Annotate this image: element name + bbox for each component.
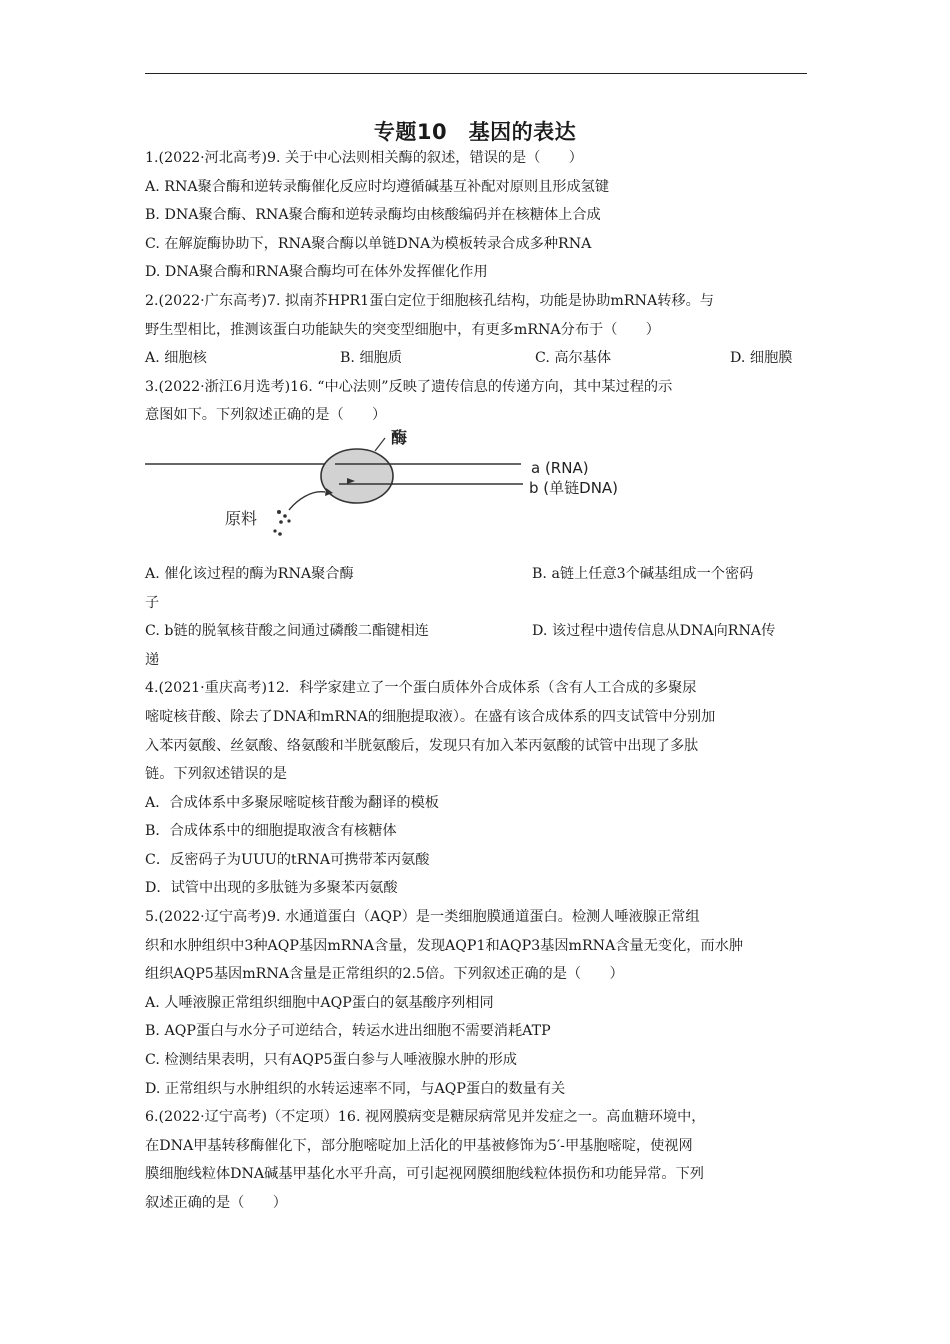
option-b: B. a链上任意3个碱基组成一个密码 (532, 565, 754, 582)
material-dot (279, 520, 283, 524)
enzyme-pointer (375, 438, 385, 451)
question-1 (145, 144, 810, 287)
question-stem-line-1: 3.(2022·浙江6月选考)16. “中心法则”反映了遗传信息的传递方向，其中某过程的示 (145, 378, 673, 395)
option-d: D．试管中出现的多肽链为多聚苯丙氨酸 (145, 880, 398, 897)
material-dot (273, 529, 276, 532)
option-c: C. b链的脱氧核苷酸之间通过磷酸二酯键相连 (145, 623, 429, 640)
option-b: B．合成体系中的细胞提取液含有核糖体 (145, 823, 397, 840)
question-stem-line-2: 织和水肿组织中3种AQP基因mRNA含量，发现AQP1和AQP3基因mRNA含量无变化，而水肿 (145, 937, 744, 954)
material-dot (283, 514, 287, 518)
option-b: B. 细胞质 (340, 350, 403, 367)
option-c: C. 高尔基体 (535, 350, 612, 367)
option-a: A. 人唾液腺正常组织细胞中AQP蛋白的氨基酸序列相同 (145, 994, 494, 1011)
page-title: 专题10 基因的表达 (373, 120, 577, 144)
material-dot (278, 532, 282, 536)
question-stem-line-3: 组织AQP5基因mRNA含量是正常组织的2.5倍。下列叙述正确的是（ ） (145, 966, 624, 983)
options-row-1 (145, 560, 810, 589)
option-b-continued: 子 (145, 594, 160, 611)
option-c: C. 在解旋酶协助下，RNA聚合酶以单链DNA为模板转录合成多种RNA (145, 235, 592, 252)
option-a: A. 细胞核 (145, 350, 207, 367)
question-3 (145, 373, 810, 675)
question-stem-line-1: 2.(2022·广东高考)7. 拟南芥HPR1蛋白定位于细胞核孔结构，功能是协助mRNA转移。与 (145, 292, 714, 309)
question-5 (145, 903, 810, 1103)
diagram-svg (141, 430, 811, 560)
question-stem-line-4: 链。下列叙述错误的是 (145, 766, 287, 783)
question-stem-line-2: 意图如下。下列叙述正确的是（ ） (145, 407, 387, 424)
option-a: A. RNA聚合酶和逆转录酶催化反应时均遵循碱基互补配对原则且形成氢键 (145, 178, 610, 195)
option-d: D. 细胞膜 (730, 350, 793, 367)
option-c: C．反密码子为UUU的tRNA可携带苯丙氨酸 (145, 851, 430, 868)
question-stem-line-1: 4.(2021·重庆高考)12．科学家建立了一个蛋白质体外合成体系（含有人工合成的多聚尿 (145, 680, 697, 697)
strand-b-label: b (单链DNA) (529, 478, 619, 497)
material-dot (277, 510, 281, 514)
option-d: D. DNA聚合酶和RNA聚合酶均可在体外发挥催化作用 (145, 264, 488, 281)
option-c: C. 检测结果表明，只有AQP5蛋白参与人唾液腺水肿的形成 (145, 1052, 517, 1069)
transcription-diagram (145, 427, 810, 560)
options-row (145, 344, 810, 373)
question-stem-line-1: 6.(2022·辽宁高考)（不定项）16. 视网膜病变是糖尿病常见并发症之一。高血糖环境中， (145, 1109, 706, 1126)
question-stem-line-2: 嘧啶核苷酸、除去了DNA和mRNA的细胞提取液）。在盛有该合成体系的四支试管中分别加 (145, 708, 716, 725)
question-stem-line-1: 5.(2022·辽宁高考)9. 水通道蛋白（AQP）是一类细胞膜通道蛋白。检测人唾液腺正常组 (145, 909, 700, 926)
question-2 (145, 287, 810, 373)
materials-arrow (289, 492, 325, 510)
option-a: A．合成体系中多聚尿嘧啶核苷酸为翻译的模板 (145, 794, 439, 811)
question-stem-line-3: 膜细胞线粒体DNA碱基甲基化水平升高，可引起视网膜细胞线粒体损伤和功能异常。下列 (145, 1166, 704, 1183)
enzyme-ellipse (321, 449, 393, 503)
materials-label: 原料 (225, 508, 258, 528)
option-d: D. 正常组织与水肿组织的水转运速率不同，与AQP蛋白的数量有关 (145, 1080, 566, 1097)
question-stem-line-2: 在DNA甲基转移酶催化下，部分胞嘧啶加上活化的甲基被修饰为5′-甲基胞嘧啶，使视网 (145, 1137, 693, 1154)
material-dot (287, 519, 290, 522)
options-row-2 (145, 617, 810, 646)
question-list (145, 144, 810, 1218)
option-b: B. DNA聚合酶、RNA聚合酶和逆转录酶均由核酸编码并在核糖体上合成 (145, 207, 601, 224)
header-rule (145, 73, 807, 74)
question-stem: 1.(2022·河北高考)9. 关于中心法则相关酶的叙述，错误的是（ ） (145, 150, 583, 166)
option-d-continued: 递 (145, 651, 160, 668)
enzyme-label: 酶 (391, 427, 408, 447)
option-b: B. AQP蛋白与水分子可逆结合，转运水进出细胞不需要消耗ATP (145, 1023, 551, 1040)
strand-a-label: a (RNA) (531, 458, 589, 477)
question-4 (145, 674, 810, 903)
question-stem-line-2: 野生型相比，推测该蛋白功能缺失的突变型细胞中，有更多mRNA分布于（ ） (145, 321, 660, 338)
option-d: D. 该过程中遗传信息从DNA向RNA传 (532, 623, 776, 640)
question-stem-line-3: 入苯丙氨酸、丝氨酸、络氨酸和半胱氨酸后，发现只有加入苯丙氨酸的试管中出现了多肽 (145, 737, 699, 754)
question-6 (145, 1103, 810, 1217)
question-stem-line-4: 叙述正确的是（ ） (145, 1195, 287, 1211)
option-a: A. 催化该过程的酶为RNA聚合酶 (145, 565, 354, 582)
